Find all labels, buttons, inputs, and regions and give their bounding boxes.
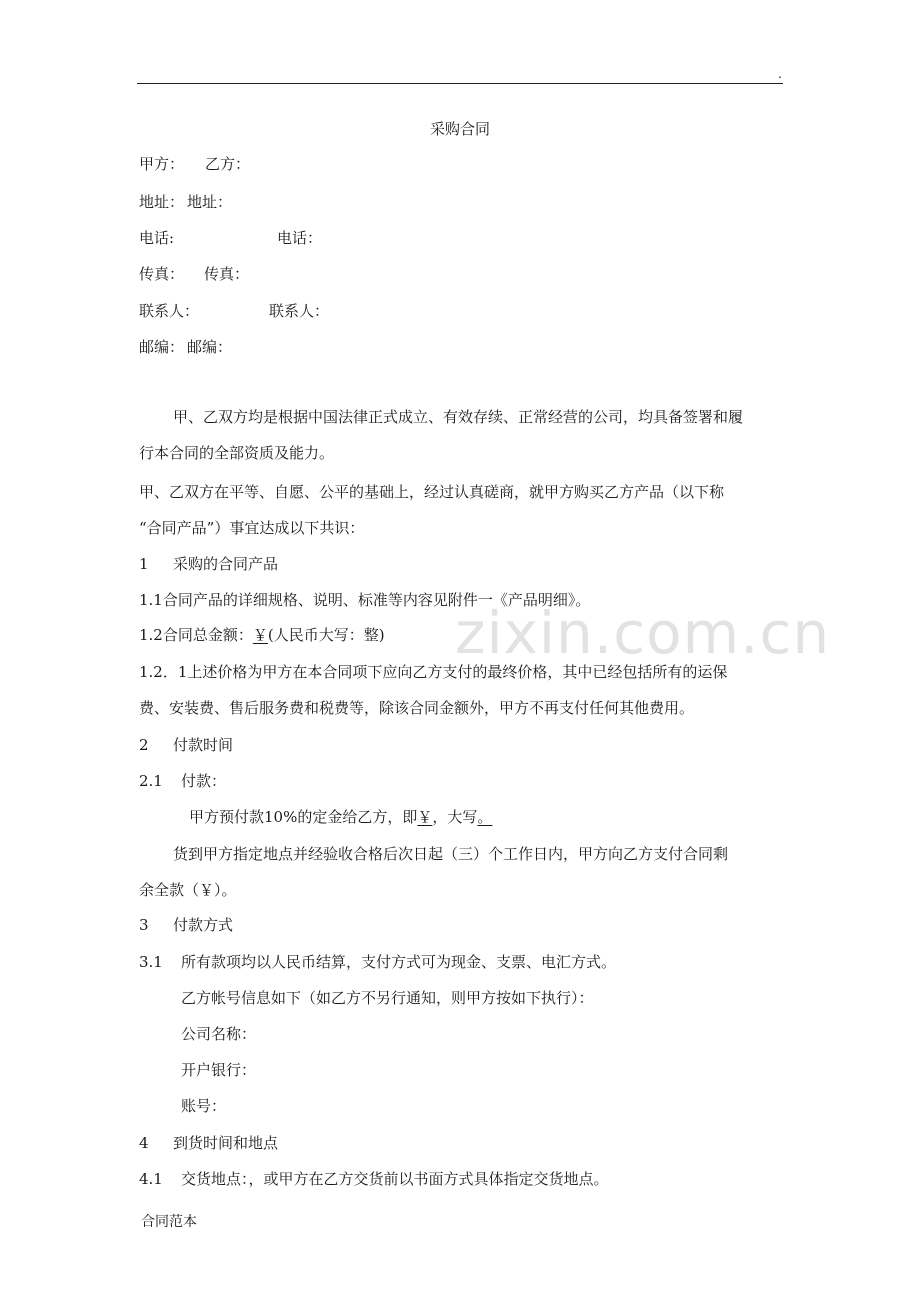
section-3-number: 3 [139,916,149,934]
section-4-heading: 到货时间和地点 [173,1134,279,1152]
deposit-text: 甲方预付款10%的定金给乙方，即 [189,808,418,826]
footer-label: 合同范本 [141,1214,197,1230]
section-1-number: 1 [139,555,149,573]
clause-4-1-text: 交货地点：，或甲方在乙方交货前以书面方式具体指定交货地点。 [181,1170,609,1188]
company-name-label: 公司名称： [181,1025,257,1043]
section-3-heading: 付款方式 [173,916,234,934]
fax-b-label: 传真： [204,265,250,283]
clause-1-2-1-line-1: 1.2．1上述价格为甲方在本合同项下应向乙方支付的最终价格，其中已经包括所有的运保 [139,663,728,681]
section-4-number: 4 [139,1134,149,1152]
header-mark: . [778,67,782,81]
deposit-words-blank: 。 [477,808,493,826]
document-title: 采购合同 [429,120,490,138]
clause-1-2-yen-symbol: ￥ [252,626,268,644]
clause-1-2-label: 1.2合同总金额： [139,626,253,644]
contact-b-label: 联系人： [269,302,330,320]
clause-1-1: 1.1合同产品的详细规格、说明、标准等内容见附件一《产品明细》。 [139,591,591,609]
zip-b-label: 邮编： [187,338,233,356]
watermark: zixin.com.cn [455,599,831,667]
section-1-heading: 采购的合同产品 [173,555,279,573]
section-2-heading: 付款时间 [173,736,234,754]
clause-3-1-text: 所有款项均以人民币结算，支付方式可为现金、支票、电汇方式。 [181,953,617,971]
intro-paragraph-1-line-2: 行本合同的全部资质及能力。 [139,444,335,462]
clause-1-2 [139,628,385,643]
phone-a-label: 电话: [139,229,175,247]
balance-payment-line-1: 货到甲方指定地点并经验收合格后次日起（三）个工作日内，甲方向乙方支付合同剩 [173,845,729,863]
bank-label: 开户银行： [181,1061,257,1079]
header-rule [137,83,783,84]
clause-1-2-amount-words: (人民币大写：整) [267,626,385,644]
deposit-yen-symbol: ￥ [417,808,433,826]
intro-paragraph-1-line-1: 甲、乙双方均是根据中国法律正式成立、有效存续、正常经营的公司，均具备签署和履 [173,408,744,426]
party-b-label: 乙方： [205,155,251,173]
clause-2-1-heading: 付款： [181,772,227,790]
clause-3-1-number: 3.1 [139,953,163,971]
party-a-label: 甲方： [139,155,185,173]
account-number-label: 账号： [181,1097,227,1115]
fax-a-label: 传真： [139,265,185,283]
section-2-number: 2 [139,736,149,754]
address-b-label: 地址： [187,193,233,211]
address-a-label: 地址： [139,193,185,211]
clause-2-1-number: 2.1 [139,772,163,790]
account-info-intro: 乙方帐号信息如下（如乙方不另行通知，则甲方按如下执行）： [181,989,594,1007]
clause-1-2-1-line-2: 费、安装费、售后服务费和税费等，除该合同金额外，甲方不再支付任何其他费用。 [139,699,695,717]
intro-paragraph-2-line-1: 甲、乙双方在平等、自愿、公平的基础上，经过认真磋商，就甲方购买乙方产品（以下称 [139,483,725,501]
intro-paragraph-2-line-2: “合同产品”）事宜达成以下共识： [139,519,365,537]
contact-a-label: 联系人： [139,302,200,320]
balance-payment-line-2: 余全款（￥）。 [139,881,237,899]
deposit-line [189,810,492,825]
phone-b-label: 电话： [277,229,323,247]
deposit-words-label: ，大写 [432,808,478,826]
clause-4-1-number: 4.1 [139,1170,163,1188]
zip-a-label: 邮编： [139,338,185,356]
